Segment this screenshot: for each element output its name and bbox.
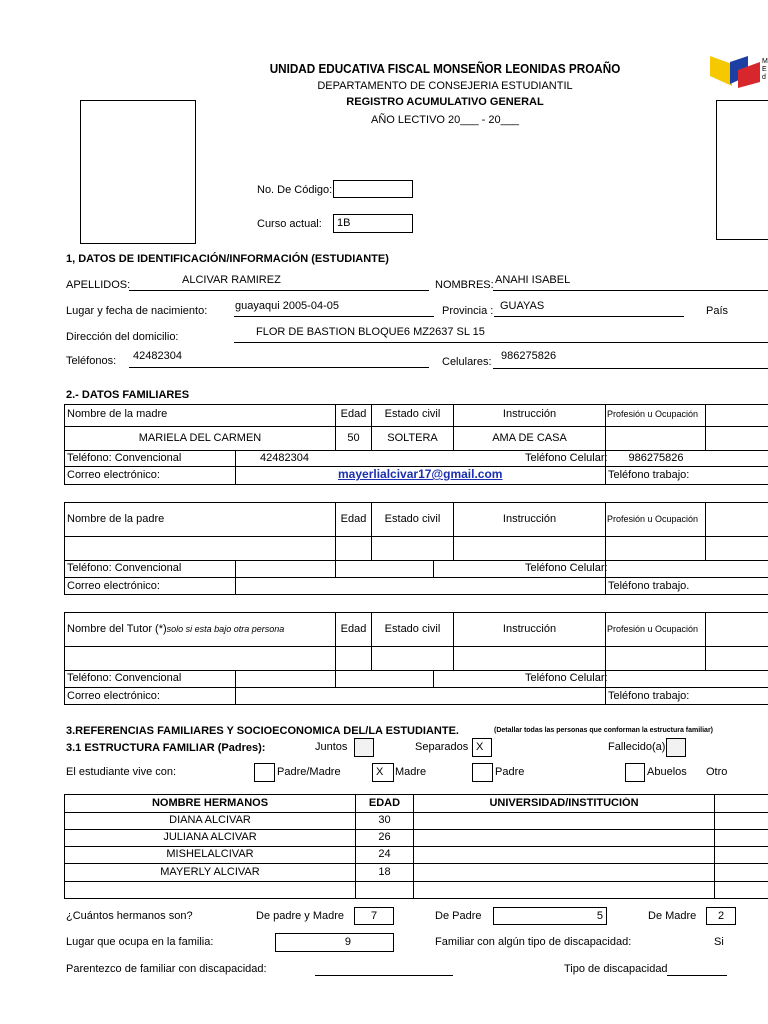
- surnames-value[interactable]: ALCIVAR RAMIREZ: [182, 274, 281, 286]
- mother-checkbox[interactable]: X: [372, 763, 394, 782]
- disability-type-label: Tipo de discapacidad: [564, 963, 668, 975]
- sibling-age[interactable]: 30: [378, 814, 391, 826]
- phones-line: [129, 367, 429, 368]
- logo-text: M E d: [762, 58, 768, 81]
- code-input[interactable]: [333, 180, 413, 198]
- cell-value[interactable]: 986275826: [501, 350, 557, 362]
- how-many-label: ¿Cuántos hermanos son?: [66, 910, 193, 922]
- both-parents-input[interactable]: 7: [354, 907, 394, 925]
- relationship-line[interactable]: [315, 975, 453, 976]
- mother-phone[interactable]: 42482304: [260, 452, 309, 464]
- section3-sub: 3.1 ESTRUCTURA FAMILIAR (Padres):: [66, 742, 266, 754]
- province-label: Provincia :: [442, 305, 494, 317]
- sibling-name[interactable]: DIANA ALCIVAR: [169, 814, 251, 826]
- names-value[interactable]: ANAHI ISABEL: [495, 274, 571, 286]
- both-parents-label: De padre y Madre: [256, 910, 345, 922]
- section2-title: 2.- DATOS FAMILIARES: [66, 389, 190, 401]
- photo-box-right: [716, 100, 768, 240]
- tutor-age-header: Edad: [340, 623, 367, 635]
- mother-label: Nombre de la madre: [67, 408, 168, 420]
- father-label: Padre: [495, 766, 525, 778]
- mother-civil-header: Estado civil: [384, 408, 441, 420]
- phones-value[interactable]: 42482304: [133, 350, 182, 362]
- from-father-label: De Padre: [435, 910, 482, 922]
- birth-line: [234, 316, 434, 317]
- sibling-age[interactable]: 24: [378, 848, 391, 860]
- section3-title: 3.REFERENCIAS FAMILIARES Y SOCIOECONOMICA DEL/LA ESTUDIANTE.: [66, 725, 459, 737]
- tutor-prof-header: Profesión u Ocupación: [607, 624, 699, 634]
- grandparents-label: Abuelos: [647, 766, 687, 778]
- father-prof-header: Profesión u Ocupación: [607, 514, 699, 524]
- cell-label: Celulares:: [442, 356, 492, 368]
- birth-value[interactable]: guayaqui 2005-04-05: [235, 300, 339, 312]
- tutor-note: solo si esta bajo otra persona: [166, 624, 285, 634]
- surnames-label: APELLIDOS:: [66, 279, 131, 291]
- siblings-header-school: UNIVERSIDAD/INSTITUCIÓN: [489, 797, 639, 809]
- mother-phone-label: Teléfono: Convencional: [67, 452, 182, 464]
- surnames-line: [129, 290, 429, 291]
- father-email-label: Correo electrónico:: [67, 580, 160, 592]
- country-label: País: [706, 305, 729, 317]
- siblings-header-age: EDAD: [368, 797, 401, 809]
- sibling-age[interactable]: 18: [378, 866, 391, 878]
- separated-checkbox[interactable]: X: [472, 738, 492, 757]
- tutor-label: [67, 623, 284, 635]
- mother-email[interactable]: mayerlialcivar17@gmail.com: [338, 467, 503, 481]
- tutor-label-text: Nombre del Tutor (*): [67, 623, 167, 635]
- deceased-checkbox[interactable]: [666, 738, 686, 757]
- father-cell-label: Teléfono Celular:: [525, 562, 608, 574]
- photo-box: [80, 100, 196, 244]
- tutor-cell-label: Teléfono Celular:: [525, 672, 608, 684]
- mother-instr[interactable]: AMA DE CASA: [492, 432, 567, 444]
- mother-label: Madre: [395, 766, 427, 778]
- section1-title: 1, DATOS DE IDENTIFICACIÓN/INFORMACIÓN (ESTUDIANTE): [66, 253, 389, 265]
- code-label: No. De Código:: [257, 184, 333, 196]
- parents-label: Padre/Madre: [277, 766, 341, 778]
- from-mother-input[interactable]: 2: [706, 907, 736, 925]
- tutor-civil-header: Estado civil: [384, 623, 441, 635]
- logo-yellow-shape: [710, 56, 732, 86]
- sibling-name[interactable]: JULIANA ALCIVAR: [163, 831, 257, 843]
- address-value[interactable]: FLOR DE BASTION BLOQUE6 MZ2637 SL 15: [256, 326, 485, 338]
- mother-cell[interactable]: 986275826: [628, 452, 684, 464]
- sibling-age[interactable]: 26: [378, 831, 391, 843]
- address-line: [234, 342, 768, 343]
- father-civil-header: Estado civil: [384, 513, 441, 525]
- parents-checkbox[interactable]: [254, 763, 275, 782]
- father-phone-label: Teléfono: Convencional: [67, 562, 182, 574]
- siblings-header-name: NOMBRE HERMANOS: [151, 797, 269, 809]
- department: DEPARTAMENTO DE CONSEJERIA ESTUDIANTIL: [317, 80, 573, 92]
- phones-label: Teléfonos:: [66, 355, 117, 367]
- tutor-phone-label: Teléfono: Convencional: [67, 672, 182, 684]
- mother-prof-header: Profesión u Ocupación: [607, 409, 699, 419]
- mother-age-header: Edad: [340, 408, 367, 420]
- mother-cell-label: Teléfono Celular:: [525, 452, 608, 464]
- mother-name[interactable]: MARIELA DEL CARMEN: [138, 432, 262, 444]
- course-input[interactable]: 1B: [333, 214, 413, 233]
- mother-age[interactable]: 50: [347, 432, 360, 444]
- relationship-label: Parentezco de familiar con discapacidad:: [66, 963, 267, 975]
- deceased-label: Fallecido(a): [608, 741, 666, 753]
- other-label: Otro: [706, 766, 728, 778]
- address-label: Dirección del domicilio:: [66, 331, 179, 343]
- register-title: REGISTRO ACUMULATIVO GENERAL: [346, 96, 544, 108]
- disability-label: Familiar con algún tipo de discapacidad:: [435, 936, 632, 948]
- father-instr-header: Instrucción: [502, 513, 557, 525]
- sibling-name[interactable]: MAYERLY ALCIVAR: [160, 866, 260, 878]
- tutor-instr-header: Instrucción: [502, 623, 557, 635]
- mother-instr-header: Instrucción: [502, 408, 557, 420]
- position-label: Lugar que ocupa en la familia:: [66, 936, 214, 948]
- from-father-input[interactable]: 5: [493, 907, 607, 925]
- mother-email-label: Correo electrónico:: [67, 469, 160, 481]
- together-label: Juntos: [315, 741, 348, 753]
- names-label: NOMBRES:: [435, 279, 494, 291]
- ministry-logo: [708, 54, 768, 88]
- together-checkbox[interactable]: [354, 738, 374, 757]
- course-label: Curso actual:: [257, 218, 322, 230]
- from-mother-label: De Madre: [648, 910, 697, 922]
- disability-yes: Si: [714, 936, 724, 948]
- tutor-work-label: Teléfono trabajo:: [608, 690, 690, 702]
- father-label: Nombre de la padre: [67, 513, 165, 525]
- section3-note: (Detallar todas las personas que conforman la estructura familiar): [494, 727, 714, 734]
- school-year: AÑO LECTIVO 20___ - 20___: [371, 114, 519, 126]
- cell-line: [493, 368, 768, 369]
- father-work-label: Teléfono trabajo.: [608, 580, 690, 592]
- tutor-email-label: Correo electrónico:: [67, 690, 160, 702]
- separated-label: Separados: [415, 741, 469, 753]
- grandparents-checkbox[interactable]: [625, 763, 645, 782]
- lives-with-label: El estudiante vive con:: [66, 766, 177, 778]
- mother-work-label: Teléfono trabajo:: [608, 469, 690, 481]
- position-input[interactable]: 9: [275, 933, 394, 952]
- province-value[interactable]: GUAYAS: [500, 300, 545, 312]
- school-name: UNIDAD EDUCATIVA FISCAL MONSEÑOR LEONIDAS PROAÑO: [269, 61, 621, 76]
- names-line: [493, 290, 768, 291]
- mother-civil[interactable]: SOLTERA: [387, 432, 438, 444]
- birth-label: Lugar y fecha de nacimiento:: [66, 305, 208, 317]
- sibling-name[interactable]: MISHELALCIVAR: [166, 848, 254, 860]
- province-line: [494, 316, 684, 317]
- disability-type-line[interactable]: [667, 975, 727, 976]
- father-checkbox[interactable]: [472, 763, 493, 782]
- father-age-header: Edad: [340, 513, 367, 525]
